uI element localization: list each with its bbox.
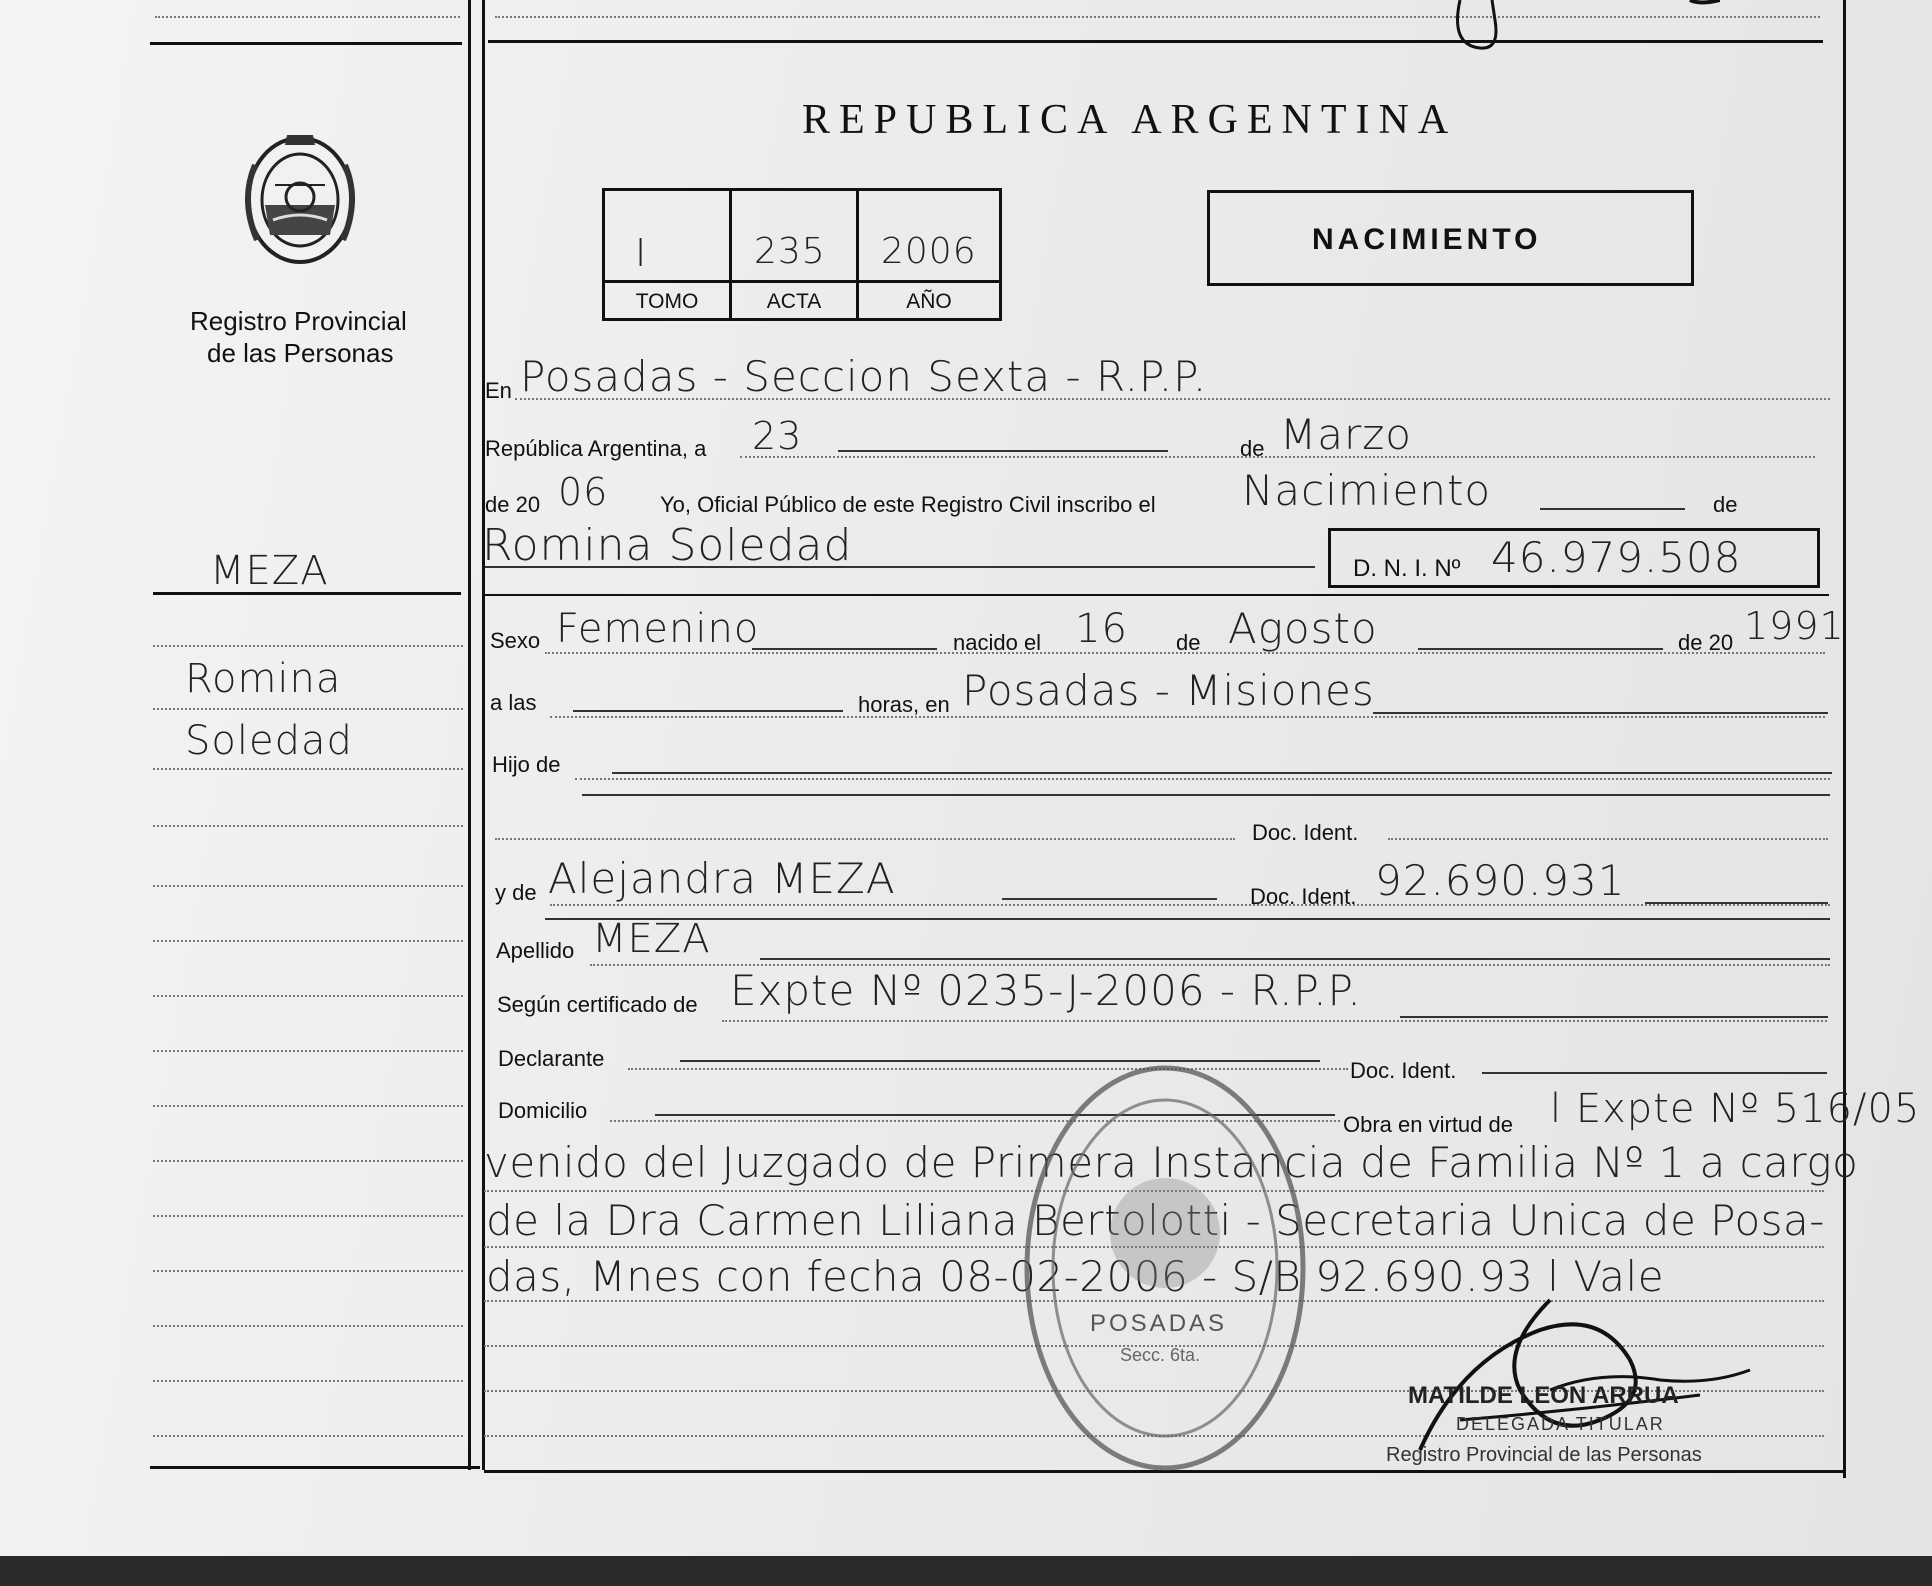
- margin-surname-rule: [153, 592, 461, 595]
- anio-value: 2006: [881, 231, 977, 272]
- mother-doc-label: Doc. Ident.: [1250, 884, 1357, 909]
- a-las-dotted-rule: [550, 716, 1825, 718]
- name-underline: [485, 566, 1315, 568]
- dni-label: D. N. I. Nº: [1353, 555, 1461, 582]
- signature-scribble-icon: [1400, 1270, 1760, 1470]
- margin-dotted-10: [153, 1160, 463, 1162]
- birth-year-value: 1991: [1744, 604, 1845, 648]
- apellido-underline: [760, 958, 1830, 960]
- date-dotted-rule: [740, 456, 1815, 458]
- nacido-label: nacido el: [953, 630, 1042, 655]
- margin-dotted-9: [153, 1105, 463, 1107]
- declarante-doc-label: Doc. Ident.: [1350, 1058, 1457, 1083]
- act-type-box: [1207, 190, 1694, 286]
- margin-dotted-15: [153, 1435, 463, 1437]
- sexo-label: Sexo: [490, 628, 541, 653]
- margin-dotted-1: [153, 645, 463, 647]
- country-title: REPUBLICA ARGENTINA: [802, 97, 1458, 143]
- name-value: Romina Soledad: [482, 520, 853, 571]
- obra-label: Obra en virtud de: [1343, 1112, 1513, 1137]
- birth-day-value: 16: [1075, 606, 1128, 652]
- mother-value: Alejandra MEZA: [548, 854, 896, 903]
- margin-dotted-8: [153, 1050, 463, 1052]
- segun-underline: [1400, 1016, 1828, 1018]
- declarante-label: Declarante: [498, 1046, 605, 1071]
- official-stamp-icon: [1020, 1058, 1310, 1478]
- page-right-border: [1843, 0, 1846, 1478]
- month-de-label: de: [1240, 436, 1265, 461]
- father-doc-dotted-right: [1388, 838, 1828, 840]
- margin-dotted-3: [153, 768, 463, 770]
- apellido-value: MEZA: [592, 916, 711, 962]
- birth-month-value: Agosto: [1228, 604, 1378, 653]
- tomo-cell: [605, 191, 732, 283]
- mother-doc-value: 92.690.931: [1375, 856, 1626, 905]
- domicilio-label: Domicilio: [498, 1098, 588, 1123]
- anio-label: AÑO: [906, 290, 952, 313]
- mother-underline: [1002, 898, 1217, 900]
- margin-dotted-7: [153, 995, 463, 997]
- margin-given-name-1: Romina: [185, 656, 342, 702]
- signatory-office: Registro Provincial de las Personas: [1386, 1444, 1702, 1466]
- acta-value: 235: [754, 231, 826, 272]
- record-number-box: [602, 188, 1002, 321]
- apellido-label: Apellido: [496, 938, 575, 963]
- birth-de20-label: de 20: [1678, 630, 1734, 655]
- registry-name-line1: Registro Provincial: [190, 306, 407, 336]
- tomo-value: I: [635, 231, 648, 275]
- margin-dotted-5: [153, 885, 463, 887]
- segun-value: Expte Nº 0235-J-2006 - R.P.P.: [730, 966, 1362, 1015]
- republica-label: República Argentina, a: [485, 436, 707, 461]
- margin-dotted-4: [153, 825, 463, 827]
- birth-month-underline: [1418, 648, 1663, 650]
- en-dotted-rule: [515, 398, 1830, 400]
- tomo-label-cell: [605, 283, 732, 321]
- margin-dotted-12: [153, 1270, 463, 1272]
- acta-label-cell: [732, 283, 859, 321]
- top-signature-fragment-icon: [1440, 0, 1720, 60]
- obra-value: l Expte Nº 516/05: [1550, 1086, 1921, 1132]
- birth-de-label: de: [1176, 630, 1201, 655]
- signatory-title: DELEGADA TITULAR: [1456, 1414, 1665, 1434]
- hour-underline: [573, 710, 843, 712]
- signatory-name: MATILDE LEON ARRUA: [1408, 1382, 1679, 1409]
- de-end-label: de: [1713, 492, 1738, 517]
- anio-cell: [859, 191, 999, 283]
- month-value: Marzo: [1280, 410, 1412, 459]
- anio-label-cell: [859, 283, 999, 321]
- birth-place-value: Posadas - Misiones: [962, 666, 1375, 715]
- dni-box: [1328, 528, 1820, 588]
- stamp-city: POSADAS: [1090, 1310, 1228, 1337]
- day-underline: [838, 450, 1168, 452]
- declarante-doc-underline: [1482, 1072, 1827, 1074]
- hijo-underline: [612, 772, 1832, 774]
- inscribo-underline: [1540, 508, 1685, 510]
- provincial-seal-icon: [235, 125, 365, 275]
- top-rule-left: [150, 42, 462, 45]
- margin-dotted-11: [153, 1215, 463, 1217]
- margin-surname: MEZA: [210, 548, 329, 594]
- stamp-section: Secc. 6ta.: [1120, 1345, 1201, 1365]
- year-value: 06: [558, 470, 609, 514]
- day-value: 23: [752, 414, 803, 458]
- father-doc-dotted-left: [495, 838, 1235, 840]
- oficial-text: Yo, Oficial Público de este Registro Civil inscribo el: [660, 492, 1156, 517]
- bottom-rule-left: [150, 1466, 480, 1469]
- yde-label: y de: [495, 880, 537, 905]
- inscribo-value: Nacimiento: [1242, 466, 1492, 515]
- acta-label: ACTA: [766, 290, 822, 313]
- sexo-underline: [752, 648, 937, 650]
- en-label: En: [485, 378, 512, 403]
- column-divider-left: [468, 0, 471, 1470]
- tomo-label: TOMO: [635, 290, 699, 313]
- mother-dotted-rule: [550, 904, 1830, 906]
- segun-dotted-rule: [722, 1020, 1827, 1022]
- margin-dotted-6: [153, 940, 463, 942]
- margin-dotted-13: [153, 1325, 463, 1327]
- body-line-1: venido del Juzgado de Primera Instancia de Familia Nº 1 a cargo: [484, 1138, 1859, 1187]
- a-las-label: a las: [490, 690, 537, 715]
- de20-label: de 20: [485, 492, 541, 517]
- father-doc-label: Doc. Ident.: [1252, 820, 1359, 845]
- mother-second-underline: [545, 918, 1830, 920]
- en-value: Posadas - Seccion Sexta - R.P.P.: [520, 352, 1208, 401]
- body-line-3: das, Mnes con fecha 08-02-2006 - S/B 92.690.93 l Vale: [486, 1252, 1665, 1301]
- act-type: NACIMIENTO: [1312, 223, 1542, 256]
- hijo-second-underline: [582, 794, 1830, 796]
- body-line-2: de la Dra Carmen Liliana Bertolotti - Secretaria Unica de Posa-: [486, 1196, 1825, 1245]
- margin-dotted-2: [153, 708, 463, 710]
- sexo-value: Femenino: [556, 606, 760, 652]
- sexo-dotted-rule: [545, 652, 1825, 654]
- hijo-label: Hijo de: [492, 752, 561, 777]
- dni-value: 46.979.508: [1491, 533, 1742, 582]
- birth-place-underline: [1373, 712, 1828, 714]
- name-section-rule: [484, 594, 1829, 596]
- horas-label: horas, en: [858, 692, 950, 717]
- top-dotted-left: [155, 16, 460, 18]
- margin-dotted-14: [153, 1380, 463, 1382]
- registry-name-line2: de las Personas: [207, 338, 394, 368]
- column-divider-right: [482, 0, 485, 1470]
- segun-label: Según certificado de: [497, 992, 698, 1017]
- acta-cell: [732, 191, 859, 283]
- hijo-dotted-rule: [575, 778, 1830, 780]
- margin-given-name-2: Soledad: [185, 718, 353, 764]
